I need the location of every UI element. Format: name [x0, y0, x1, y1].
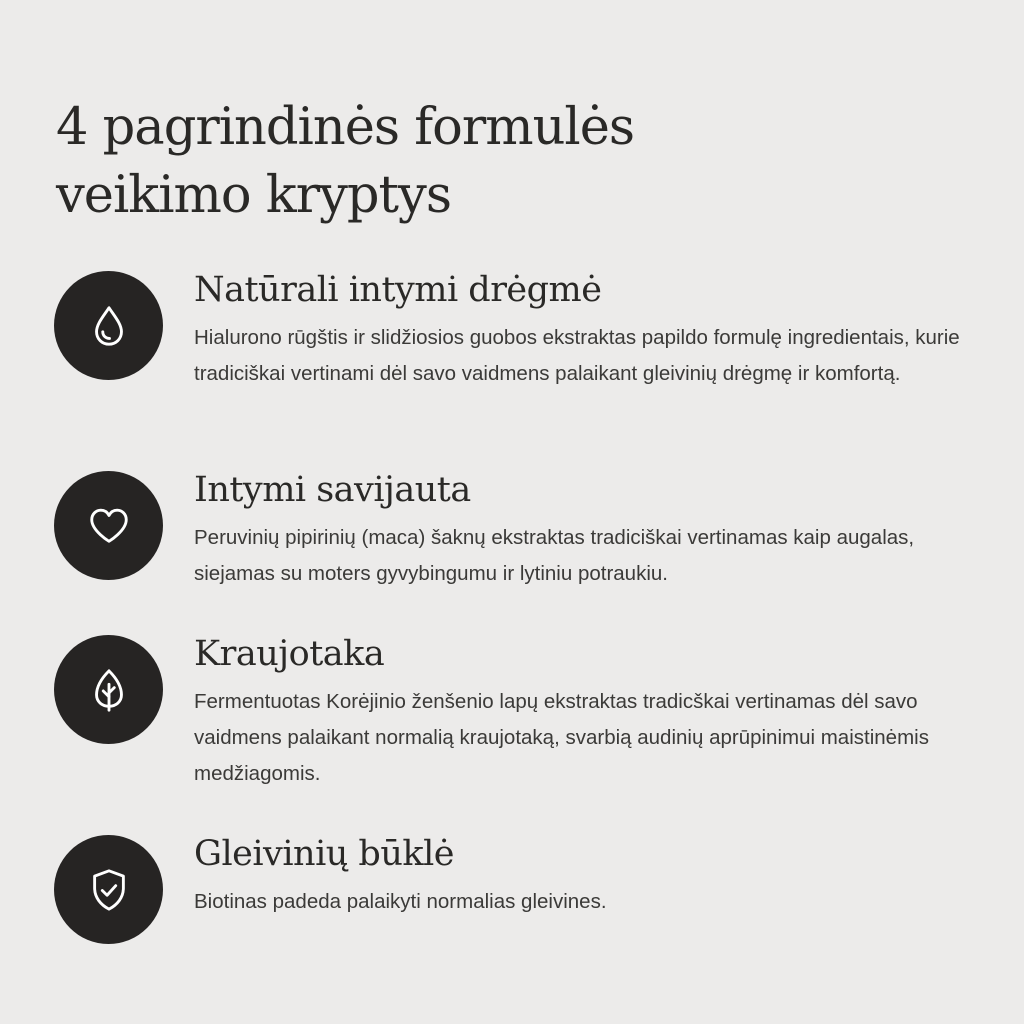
- feature-title: Gleivinių būklė: [194, 834, 454, 874]
- page-title-line-1: 4 pagrindinės formulės: [56, 98, 635, 157]
- feature-text: [194, 628, 984, 792]
- shield-check-icon: [54, 835, 163, 944]
- feature-title: Kraujotaka: [194, 634, 385, 674]
- feature-text: [194, 464, 984, 592]
- feature-title: Natūrali intymi drėgmė: [194, 270, 602, 310]
- page-title-line-2: veikimo kryptys: [56, 166, 452, 225]
- feature-description: Hialurono rūgštis ir slidžiosios guobos ekstraktas papildo formulę ingredientais, kurie tradiciškai vertinami dėl savo vaidmens palaikant gleivinių drėgmę ir komfortą.: [194, 326, 960, 385]
- heart-icon: [54, 471, 163, 580]
- feature-text: [194, 264, 984, 392]
- leaf-icon: [54, 635, 163, 744]
- page-title: [56, 94, 956, 230]
- feature-description: Biotinas padeda palaikyti normalias gleivines.: [194, 890, 607, 913]
- feature-description: Peruvinių pipirinių (maca) šaknų ekstraktas tradiciškai vertinamas kaip augalas, siejamas su moters gyvybingumu ir lytiniu potraukiu.: [194, 526, 915, 585]
- feature-description: Fermentuotas Korėjinio ženšenio lapų ekstraktas tradicškai vertinamas dėl savo vaidmens palaikant normalią kraujotaką, svarbią audinių aprūpinimui maistinėmis medžiagomis.: [194, 690, 929, 785]
- water-drop-icon: [54, 271, 163, 380]
- feature-text: [194, 828, 984, 920]
- feature-title: Intymi savijauta: [194, 470, 471, 510]
